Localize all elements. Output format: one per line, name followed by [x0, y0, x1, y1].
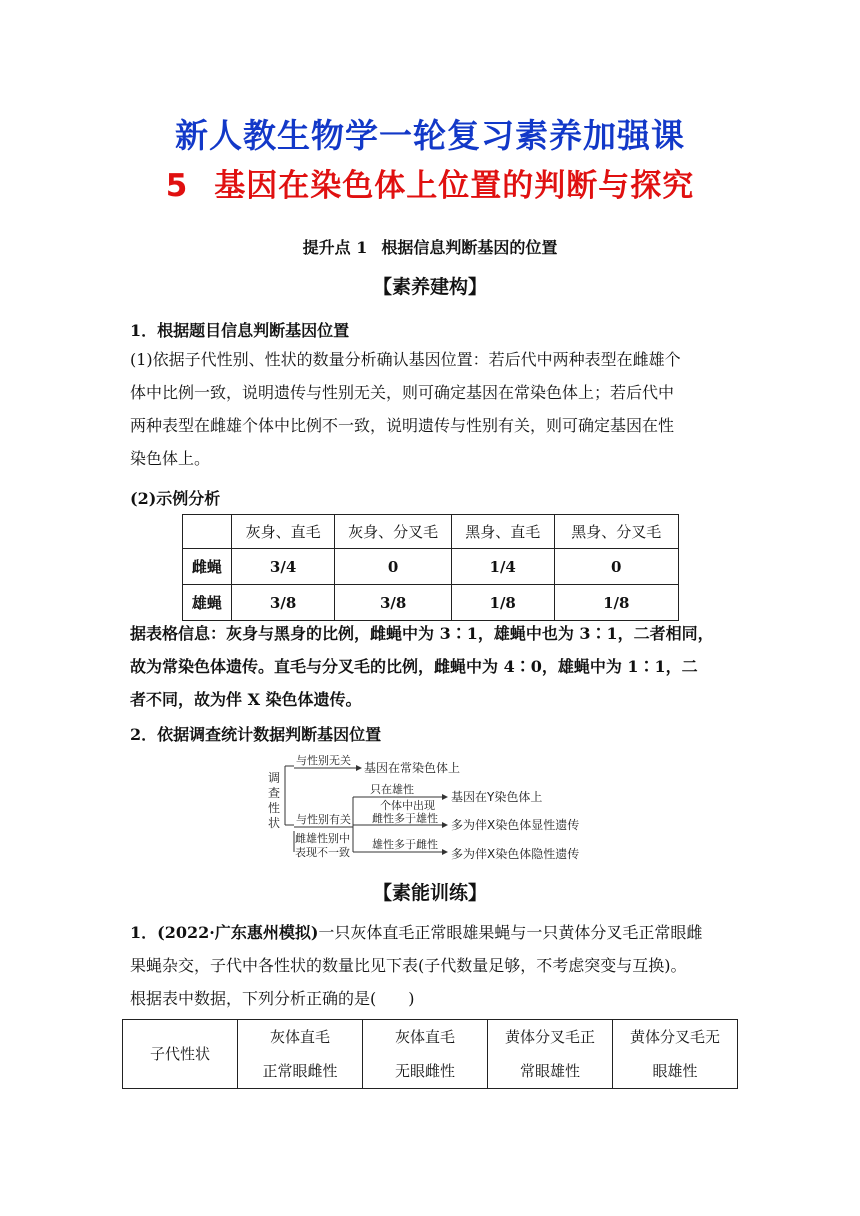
- table-cell: 黑身、分叉毛: [554, 515, 679, 549]
- label-y-result: 基因在Y染色体上: [451, 790, 543, 804]
- paragraph-line: 据表格信息：灰身与黑身的比例，雌蝇中为 3∶1，雄蝇中也为 3∶1，二者相同，: [130, 624, 714, 643]
- root-char: 性: [268, 801, 281, 815]
- question-line: 1．(2022·广东惠州模拟)一只灰体直毛正常眼雄果蝇与一只黄体分叉毛正常眼雌: [130, 923, 703, 942]
- item2-title: 2．依据调查统计数据判断基因位置: [130, 725, 382, 744]
- label-male-more: 雄性多于雌性: [372, 838, 438, 851]
- item1-title: 1．根据题目信息判断基因位置: [130, 321, 350, 340]
- question-line: 果蝇杂交，子代中各性状的数量比见下表(子代数量足够，不考虑突变与互换)。: [130, 956, 687, 975]
- table-cell: 黄体分叉毛无 眼雄性: [613, 1020, 738, 1089]
- label-inconsistent: 表现不一致: [295, 846, 350, 859]
- point-label: 提升点 1: [302, 238, 368, 257]
- question-1: [130, 916, 735, 1015]
- root-char: 查: [268, 786, 281, 800]
- series-title: 新人教生物学一轮复习素养加强课: [175, 116, 685, 155]
- table-row: [183, 585, 679, 621]
- table-cell: 雌蝇: [183, 549, 232, 585]
- chapter-title-text: 基因在染色体上位置的判断与探究: [214, 168, 695, 204]
- question-number: 1．: [130, 923, 158, 942]
- table-row: [123, 1020, 738, 1089]
- root-char: 状: [268, 816, 281, 830]
- chapter-title: [0, 160, 860, 205]
- label-female-more: 雌性多于雄性: [372, 812, 438, 825]
- table-cell: 子代性状: [123, 1020, 238, 1089]
- table-cell: 灰体直毛 正常眼雌性: [238, 1020, 363, 1089]
- example-table: [182, 514, 679, 621]
- section-heading-construct: 【素养建构】: [372, 276, 487, 298]
- point-title: 根据信息判断基因的位置: [381, 238, 558, 257]
- chapter-number: 5: [165, 168, 189, 204]
- table-analysis: [130, 617, 735, 716]
- table-header-row: [183, 515, 679, 549]
- table-cell: 黄体分叉毛正 常眼雄性: [488, 1020, 613, 1089]
- table-cell: [183, 515, 232, 549]
- paragraph-line: 体中比例一致，说明遗传与性别无关，则可确定基因在常染色体上；若后代中: [130, 383, 675, 402]
- table-cell: 3/8: [231, 585, 335, 621]
- question-source: (2022·广东惠州模拟): [157, 923, 319, 942]
- table-cell: 0: [335, 549, 452, 585]
- table-cell: 雄蝇: [183, 585, 232, 621]
- table-cell: 灰身、直毛: [231, 515, 335, 549]
- paragraph-line: 者不同，故为伴 X 染色体遗传。: [130, 690, 362, 709]
- label-xr-result: 多为伴X染色体隐性遗传: [451, 847, 580, 861]
- table-cell: 1/4: [451, 549, 554, 585]
- label-related: 与性别有关: [296, 813, 351, 826]
- label-inconsistent: 雌雄性别中: [295, 832, 350, 845]
- section-heading-training: 【素能训练】: [372, 882, 487, 904]
- table-cell: 1/8: [451, 585, 554, 621]
- table-cell: 黑身、直毛: [451, 515, 554, 549]
- table-cell: 灰体直毛 无眼雌性: [363, 1020, 488, 1089]
- offspring-trait-table: [122, 1019, 738, 1089]
- table-cell: 3/4: [231, 549, 335, 585]
- paragraph-line: 两种表型在雌雄个体中比例不一致，说明遗传与性别有关，则可确定基因在性: [130, 416, 675, 435]
- point-heading: [0, 235, 860, 258]
- label-male-only: 只在雄性: [370, 783, 414, 796]
- table-cell: 3/8: [335, 585, 452, 621]
- gene-location-flow-diagram: [262, 752, 602, 864]
- table-row: [183, 549, 679, 585]
- label-unrelated: 与性别无关: [296, 754, 351, 767]
- table-cell: 0: [554, 549, 679, 585]
- table-cell: 1/8: [554, 585, 679, 621]
- label-individual: 个体中出现: [380, 799, 435, 812]
- paragraph-line: 故为常染色体遗传。直毛与分叉毛的比例，雌蝇中为 4∶0，雄蝇中为 1∶1，二: [130, 657, 698, 676]
- root-char: 调: [268, 771, 281, 785]
- paragraph-line: (1)依据子代性别、性状的数量分析确认基因位置：若后代中两种表型在雌雄个: [130, 350, 681, 369]
- item1-sub2: (2)示例分析: [130, 489, 221, 508]
- label-autosome: 基因在常染色体上: [364, 761, 461, 775]
- item1-paragraph: [130, 343, 735, 475]
- table-cell: 灰身、分叉毛: [335, 515, 452, 549]
- paragraph-line: 染色体上。: [130, 449, 211, 468]
- question-line: 根据表中数据，下列分析正确的是( ): [130, 989, 415, 1008]
- label-xd-result: 多为伴X染色体显性遗传: [451, 818, 580, 832]
